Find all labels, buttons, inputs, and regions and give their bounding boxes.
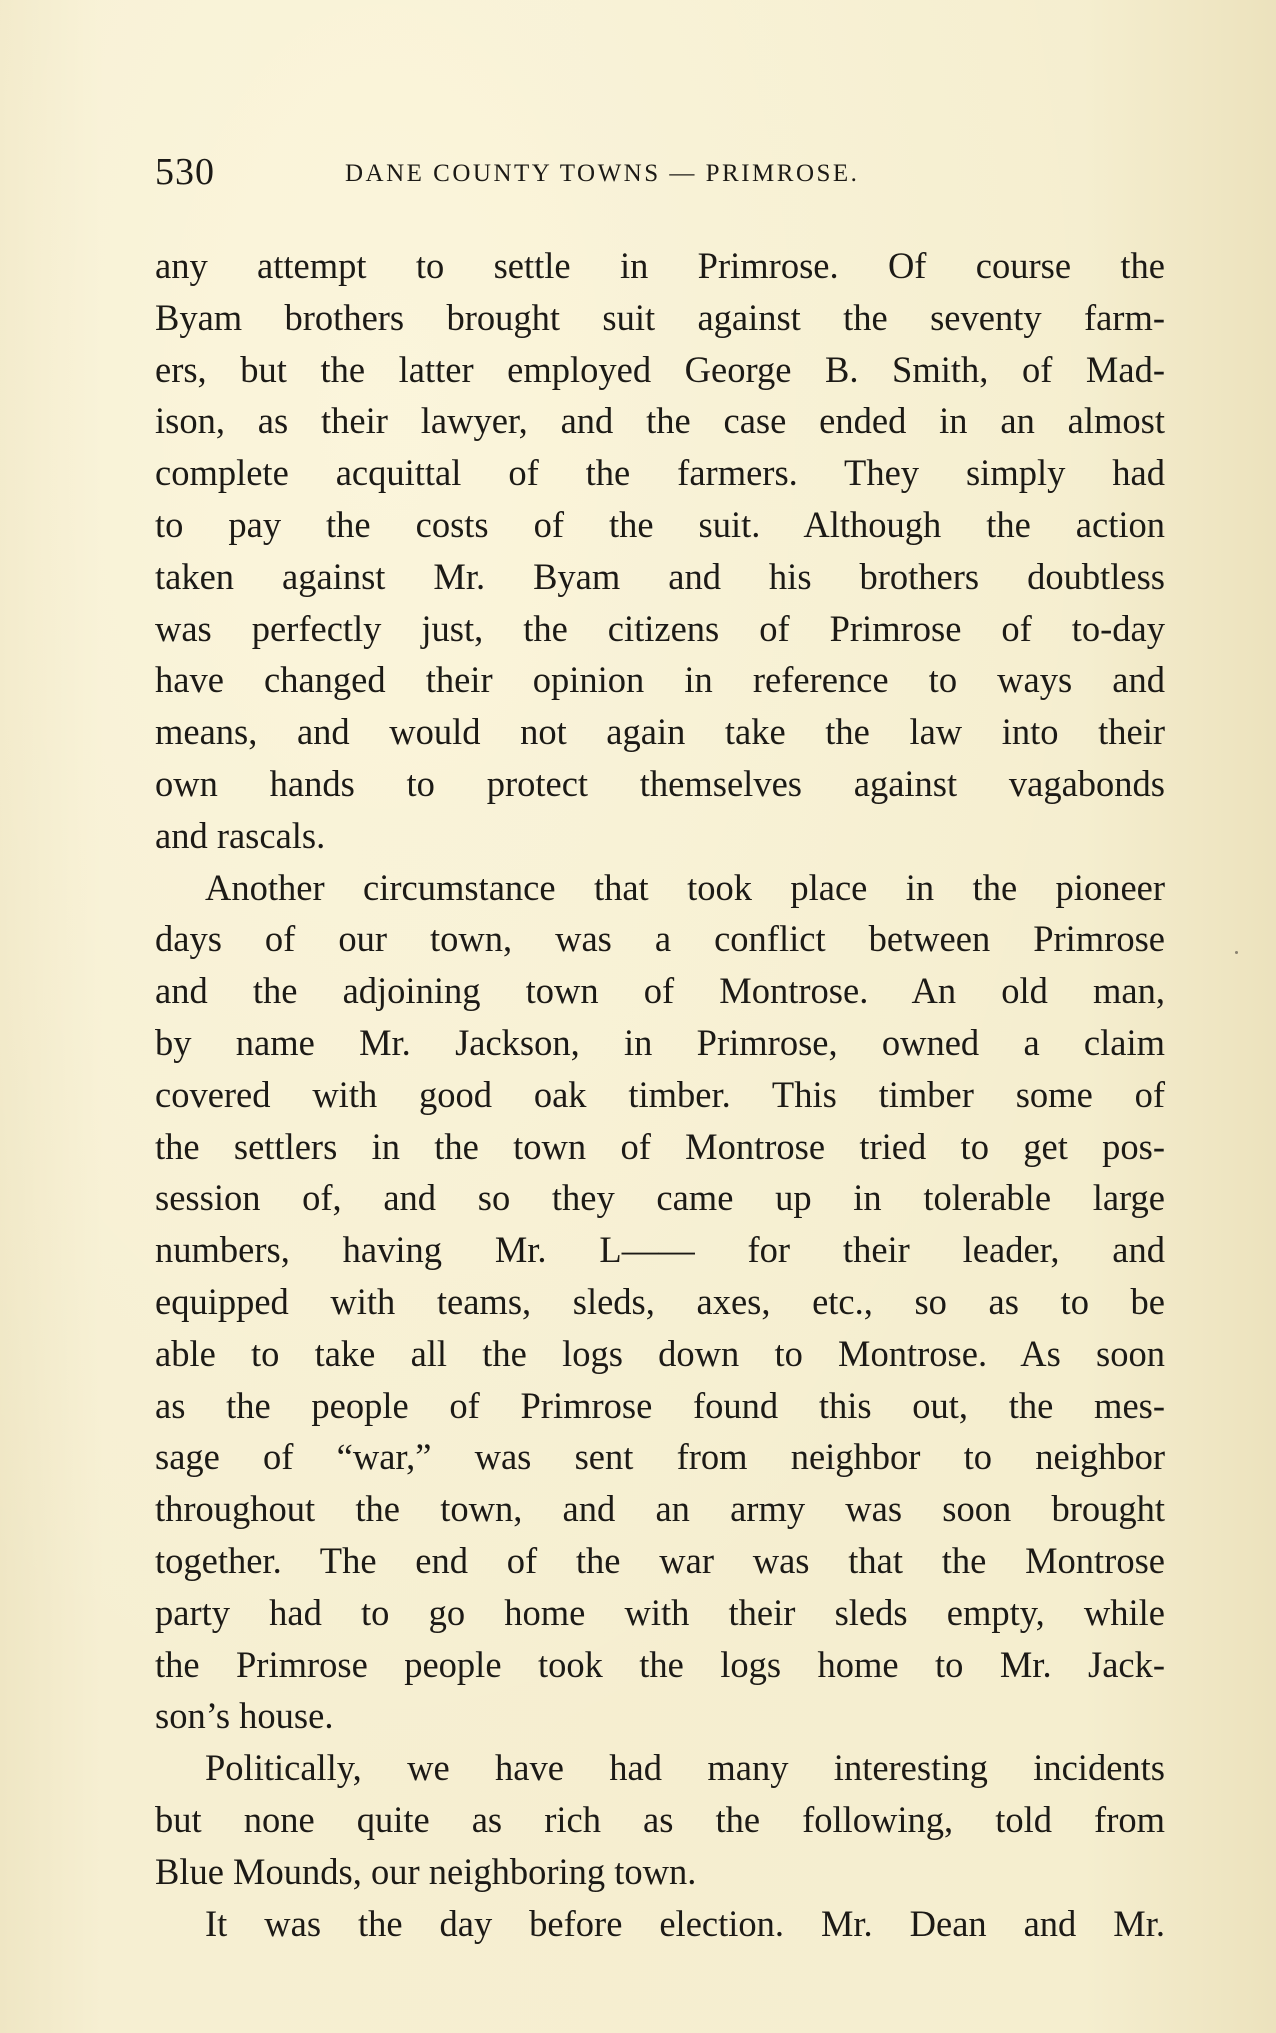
text-line: ers, but the latter employed George B. Smith, of Mad- [155, 348, 1165, 390]
text-line: throughout the town, and an army was soon brought [155, 1488, 1165, 1530]
text-line: and rascals. [155, 814, 326, 856]
text-line: Another circumstance that took place in the pioneer [205, 866, 1165, 908]
text-line: numbers, having Mr. L—— for their leader, and [155, 1229, 1165, 1271]
text-line: session of, and so they came up in tolerable large [155, 1177, 1165, 1219]
text-line: ison, as their lawyer, and the case ended in an almost [155, 400, 1165, 442]
text-line: own hands to protect themselves against vagabonds [155, 762, 1165, 804]
text-line: means, and would not again take the law into their [155, 711, 1165, 753]
text-line: to pay the costs of the suit. Although the action [155, 503, 1165, 545]
text-line: party had to go home with their sleds empty, while [155, 1591, 1165, 1633]
text-line: as the people of Primrose found this out, the mes- [155, 1384, 1165, 1426]
text-line: able to take all the logs down to Montrose. As soon [155, 1332, 1165, 1374]
body-text [155, 240, 1165, 1949]
text-line: taken against Mr. Byam and his brothers doubtless [155, 555, 1165, 597]
paper-speck [1235, 951, 1238, 954]
text-line: but none quite as rich as the following, told from [155, 1798, 1165, 1840]
text-line: have changed their opinion in reference to ways and [155, 659, 1165, 701]
text-line: sage of “war,” was sent from neighbor to neighbor [155, 1436, 1165, 1478]
text-line: complete acquittal of the farmers. They simply had [155, 452, 1165, 494]
text-line: and the adjoining town of Montrose. An old man, [155, 970, 1165, 1012]
page-number: 530 [155, 151, 215, 193]
text-line: equipped with teams, sleds, axes, etc., so as to be [155, 1280, 1165, 1322]
text-line: was perfectly just, the citizens of Primrose of to-day [155, 607, 1165, 649]
text-line: any attempt to settle in Primrose. Of course the [155, 245, 1165, 286]
text-line: son’s house. [155, 1695, 334, 1737]
text-line: the Primrose people took the logs home to Mr. Jack- [155, 1643, 1165, 1685]
page-header [155, 150, 1165, 200]
text-line: Byam brothers brought suit against the seventy farm- [155, 296, 1165, 338]
text-line: the settlers in the town of Montrose tried to get pos- [155, 1125, 1165, 1167]
text-line: Blue Mounds, our neighboring town. [155, 1850, 697, 1892]
text-line: It was the day before election. Mr. Dean and Mr. [205, 1902, 1165, 1944]
running-head: DANE COUNTY TOWNS — PRIMROSE. [345, 160, 860, 187]
text-line: by name Mr. Jackson, in Primrose, owned a claim [155, 1021, 1165, 1063]
text-line: days of our town, was a conflict between Primrose [155, 918, 1165, 960]
text-line: together. The end of the war was that the Montrose [155, 1539, 1165, 1581]
text-line: Politically, we have had many interesting incidents [205, 1747, 1165, 1789]
text-line: covered with good oak timber. This timber some of [155, 1073, 1165, 1115]
